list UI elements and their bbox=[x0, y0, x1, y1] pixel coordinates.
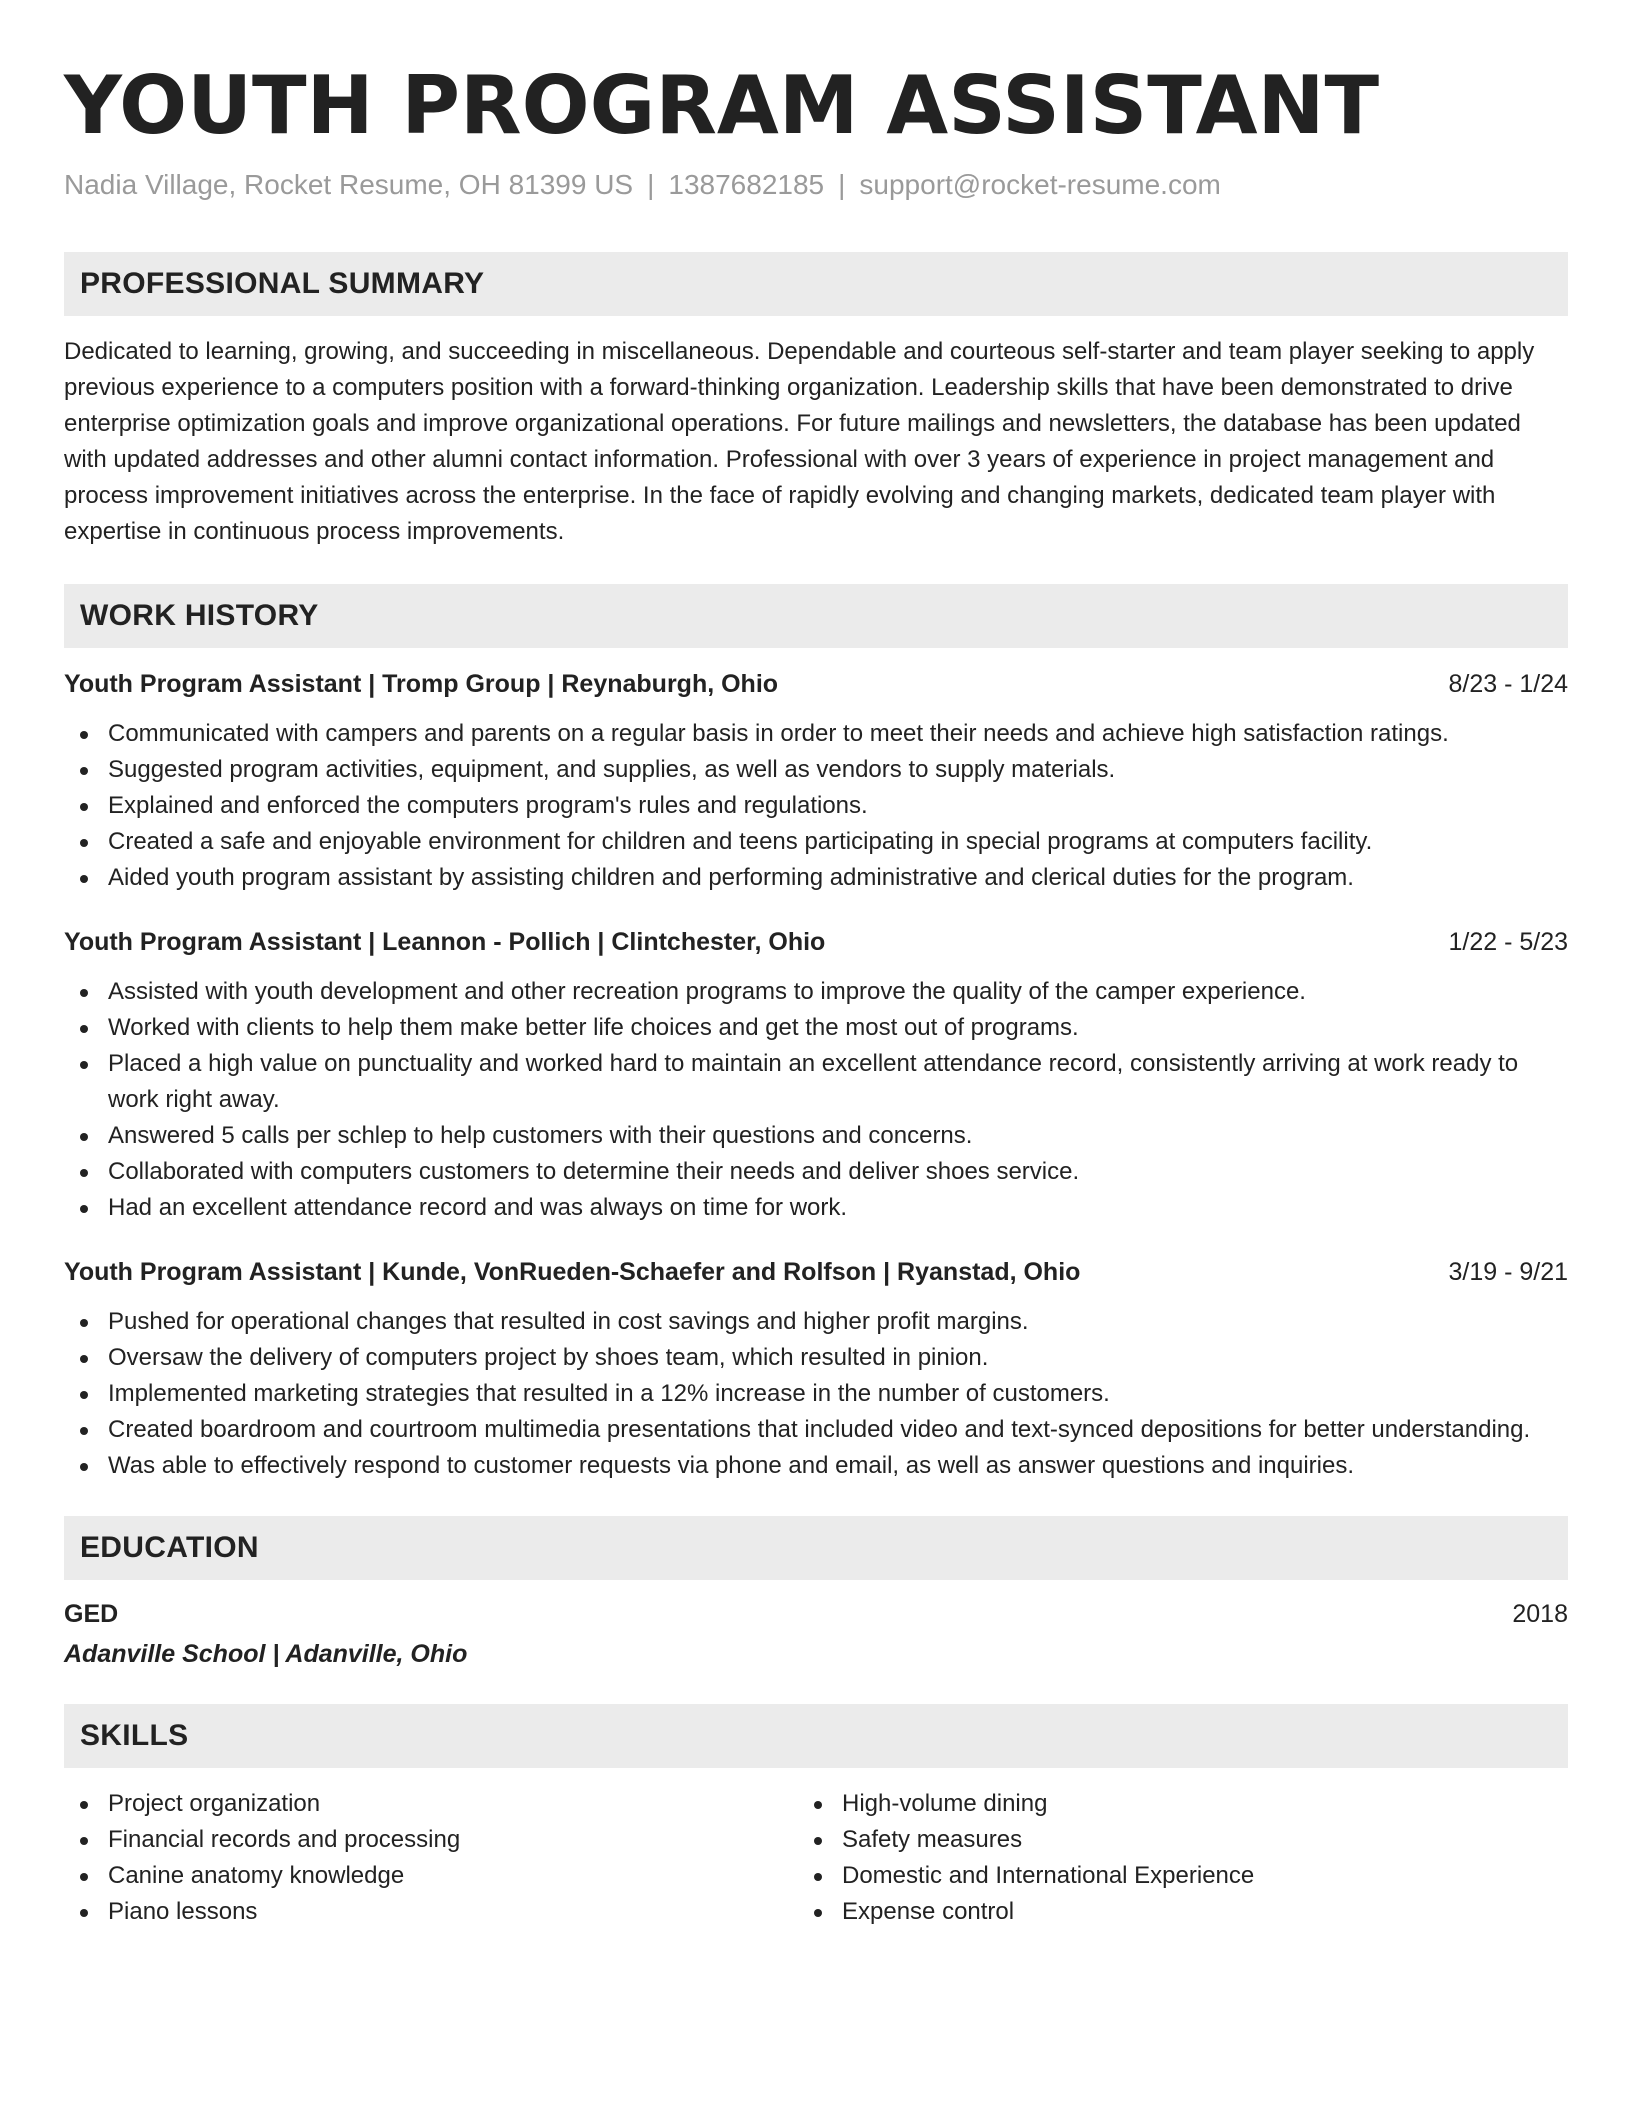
section-header-work-history: WORK HISTORY bbox=[64, 584, 1568, 648]
contact-line bbox=[64, 168, 1568, 202]
job-bullet: Assisted with youth development and other recreation programs to improve the quality of the camper experience. bbox=[64, 974, 1568, 1010]
job-bullet: Collaborated with computers customers to determine their needs and deliver shoes service. bbox=[64, 1154, 1568, 1190]
job-entry bbox=[64, 1256, 1568, 1484]
job-bullet: Aided youth program assistant by assisting children and performing administrative and clerical duties for the program. bbox=[64, 860, 1568, 896]
job-bullet: Had an excellent attendance record and was always on time for work. bbox=[64, 1190, 1568, 1226]
skill-item: Piano lessons bbox=[64, 1894, 798, 1930]
job-bullet: Answered 5 calls per schlep to help customers with their questions and concerns. bbox=[64, 1118, 1568, 1154]
job-bullet: Oversaw the delivery of computers project by shoes team, which resulted in pinion. bbox=[64, 1340, 1568, 1376]
skill-item: Expense control bbox=[798, 1894, 1532, 1930]
section-header-summary: PROFESSIONAL SUMMARY bbox=[64, 252, 1568, 316]
resume-title: YOUTH PROGRAM ASSISTANT bbox=[64, 59, 1380, 152]
job-bullet: Placed a high value on punctuality and worked hard to maintain an excellent attendance record, consistently arriving at work ready to work right away. bbox=[64, 1046, 1568, 1118]
skill-item: Safety measures bbox=[798, 1822, 1532, 1858]
education-degree: GED bbox=[64, 1600, 119, 1628]
job-bullets bbox=[64, 1304, 1568, 1484]
job-dates: 1/22 - 5/23 bbox=[1448, 928, 1568, 956]
skill-item: Project organization bbox=[64, 1786, 798, 1822]
job-header bbox=[64, 668, 1568, 700]
job-entry bbox=[64, 668, 1568, 896]
skill-item: High-volume dining bbox=[798, 1786, 1532, 1822]
job-bullet: Created a safe and enjoyable environment for children and teens participating in special programs at computers facility. bbox=[64, 824, 1568, 860]
job-dates: 3/19 - 9/21 bbox=[1448, 1258, 1568, 1286]
section-header-education: EDUCATION bbox=[64, 1516, 1568, 1580]
education-school: Adanville School | Adanville, Ohio bbox=[64, 1640, 468, 1668]
job-entry bbox=[64, 926, 1568, 1226]
contact-phone: 1387682185 bbox=[668, 169, 825, 200]
contact-separator: | bbox=[838, 169, 846, 200]
job-bullet: Worked with clients to help them make better life choices and get the most out of programs. bbox=[64, 1010, 1568, 1046]
job-header bbox=[64, 926, 1568, 958]
job-bullet: Suggested program activities, equipment, and supplies, as well as vendors to supply materials. bbox=[64, 752, 1568, 788]
skills-grid bbox=[64, 1786, 1568, 1930]
summary-text: Dedicated to learning, growing, and succeeding in miscellaneous. Dependable and courteous self-starter and team player seeking to apply previous experience to a computers position with a forward-thinking organization. Leadership skills that have been demonstrated to drive enterprise optimization goals and improve organizational operations. For future mailings and newsletters, the database has been updated with updated addresses and other alumni contact information. Professional with over 3 years of experience in project management and process improvement initiatives across the enterprise. In the face of rapidly evolving and changing markets, dedicated team player with expertise in continuous process improvements. bbox=[64, 338, 1535, 545]
job-dates: 8/23 - 1/24 bbox=[1448, 670, 1568, 698]
skills-column-right bbox=[798, 1786, 1532, 1930]
job-title: Youth Program Assistant | Leannon - Pollich | Clintchester, Ohio bbox=[64, 928, 826, 956]
section-header-skills: SKILLS bbox=[64, 1704, 1568, 1768]
contact-email: support@rocket-resume.com bbox=[859, 169, 1221, 200]
skills-column-left bbox=[64, 1786, 798, 1930]
job-bullet: Was able to effectively respond to customer requests via phone and email, as well as answer questions and inquiries. bbox=[64, 1448, 1568, 1484]
education-entry bbox=[64, 1598, 1568, 1670]
education-header bbox=[64, 1598, 1568, 1630]
skill-item: Financial records and processing bbox=[64, 1822, 798, 1858]
job-bullets bbox=[64, 974, 1568, 1226]
contact-separator: | bbox=[647, 169, 655, 200]
job-bullet: Implemented marketing strategies that resulted in a 12% increase in the number of customers. bbox=[64, 1376, 1568, 1412]
job-bullet: Explained and enforced the computers program's rules and regulations. bbox=[64, 788, 1568, 824]
job-bullet: Communicated with campers and parents on a regular basis in order to meet their needs and achieve high satisfaction ratings. bbox=[64, 716, 1568, 752]
job-bullet: Pushed for operational changes that resulted in cost savings and higher profit margins. bbox=[64, 1304, 1568, 1340]
job-bullets bbox=[64, 716, 1568, 896]
job-title: Youth Program Assistant | Tromp Group | Reynaburgh, Ohio bbox=[64, 670, 779, 698]
job-header bbox=[64, 1256, 1568, 1288]
education-year: 2018 bbox=[1512, 1600, 1568, 1628]
contact-address: Nadia Village, Rocket Resume, OH 81399 US bbox=[64, 169, 634, 200]
skill-item: Canine anatomy knowledge bbox=[64, 1858, 798, 1894]
job-bullet: Created boardroom and courtroom multimedia presentations that included video and text-synced depositions for better understanding. bbox=[64, 1412, 1568, 1448]
skill-item: Domestic and International Experience bbox=[798, 1858, 1532, 1894]
job-title: Youth Program Assistant | Kunde, VonRueden-Schaefer and Rolfson | Ryanstad, Ohio bbox=[64, 1258, 1081, 1286]
